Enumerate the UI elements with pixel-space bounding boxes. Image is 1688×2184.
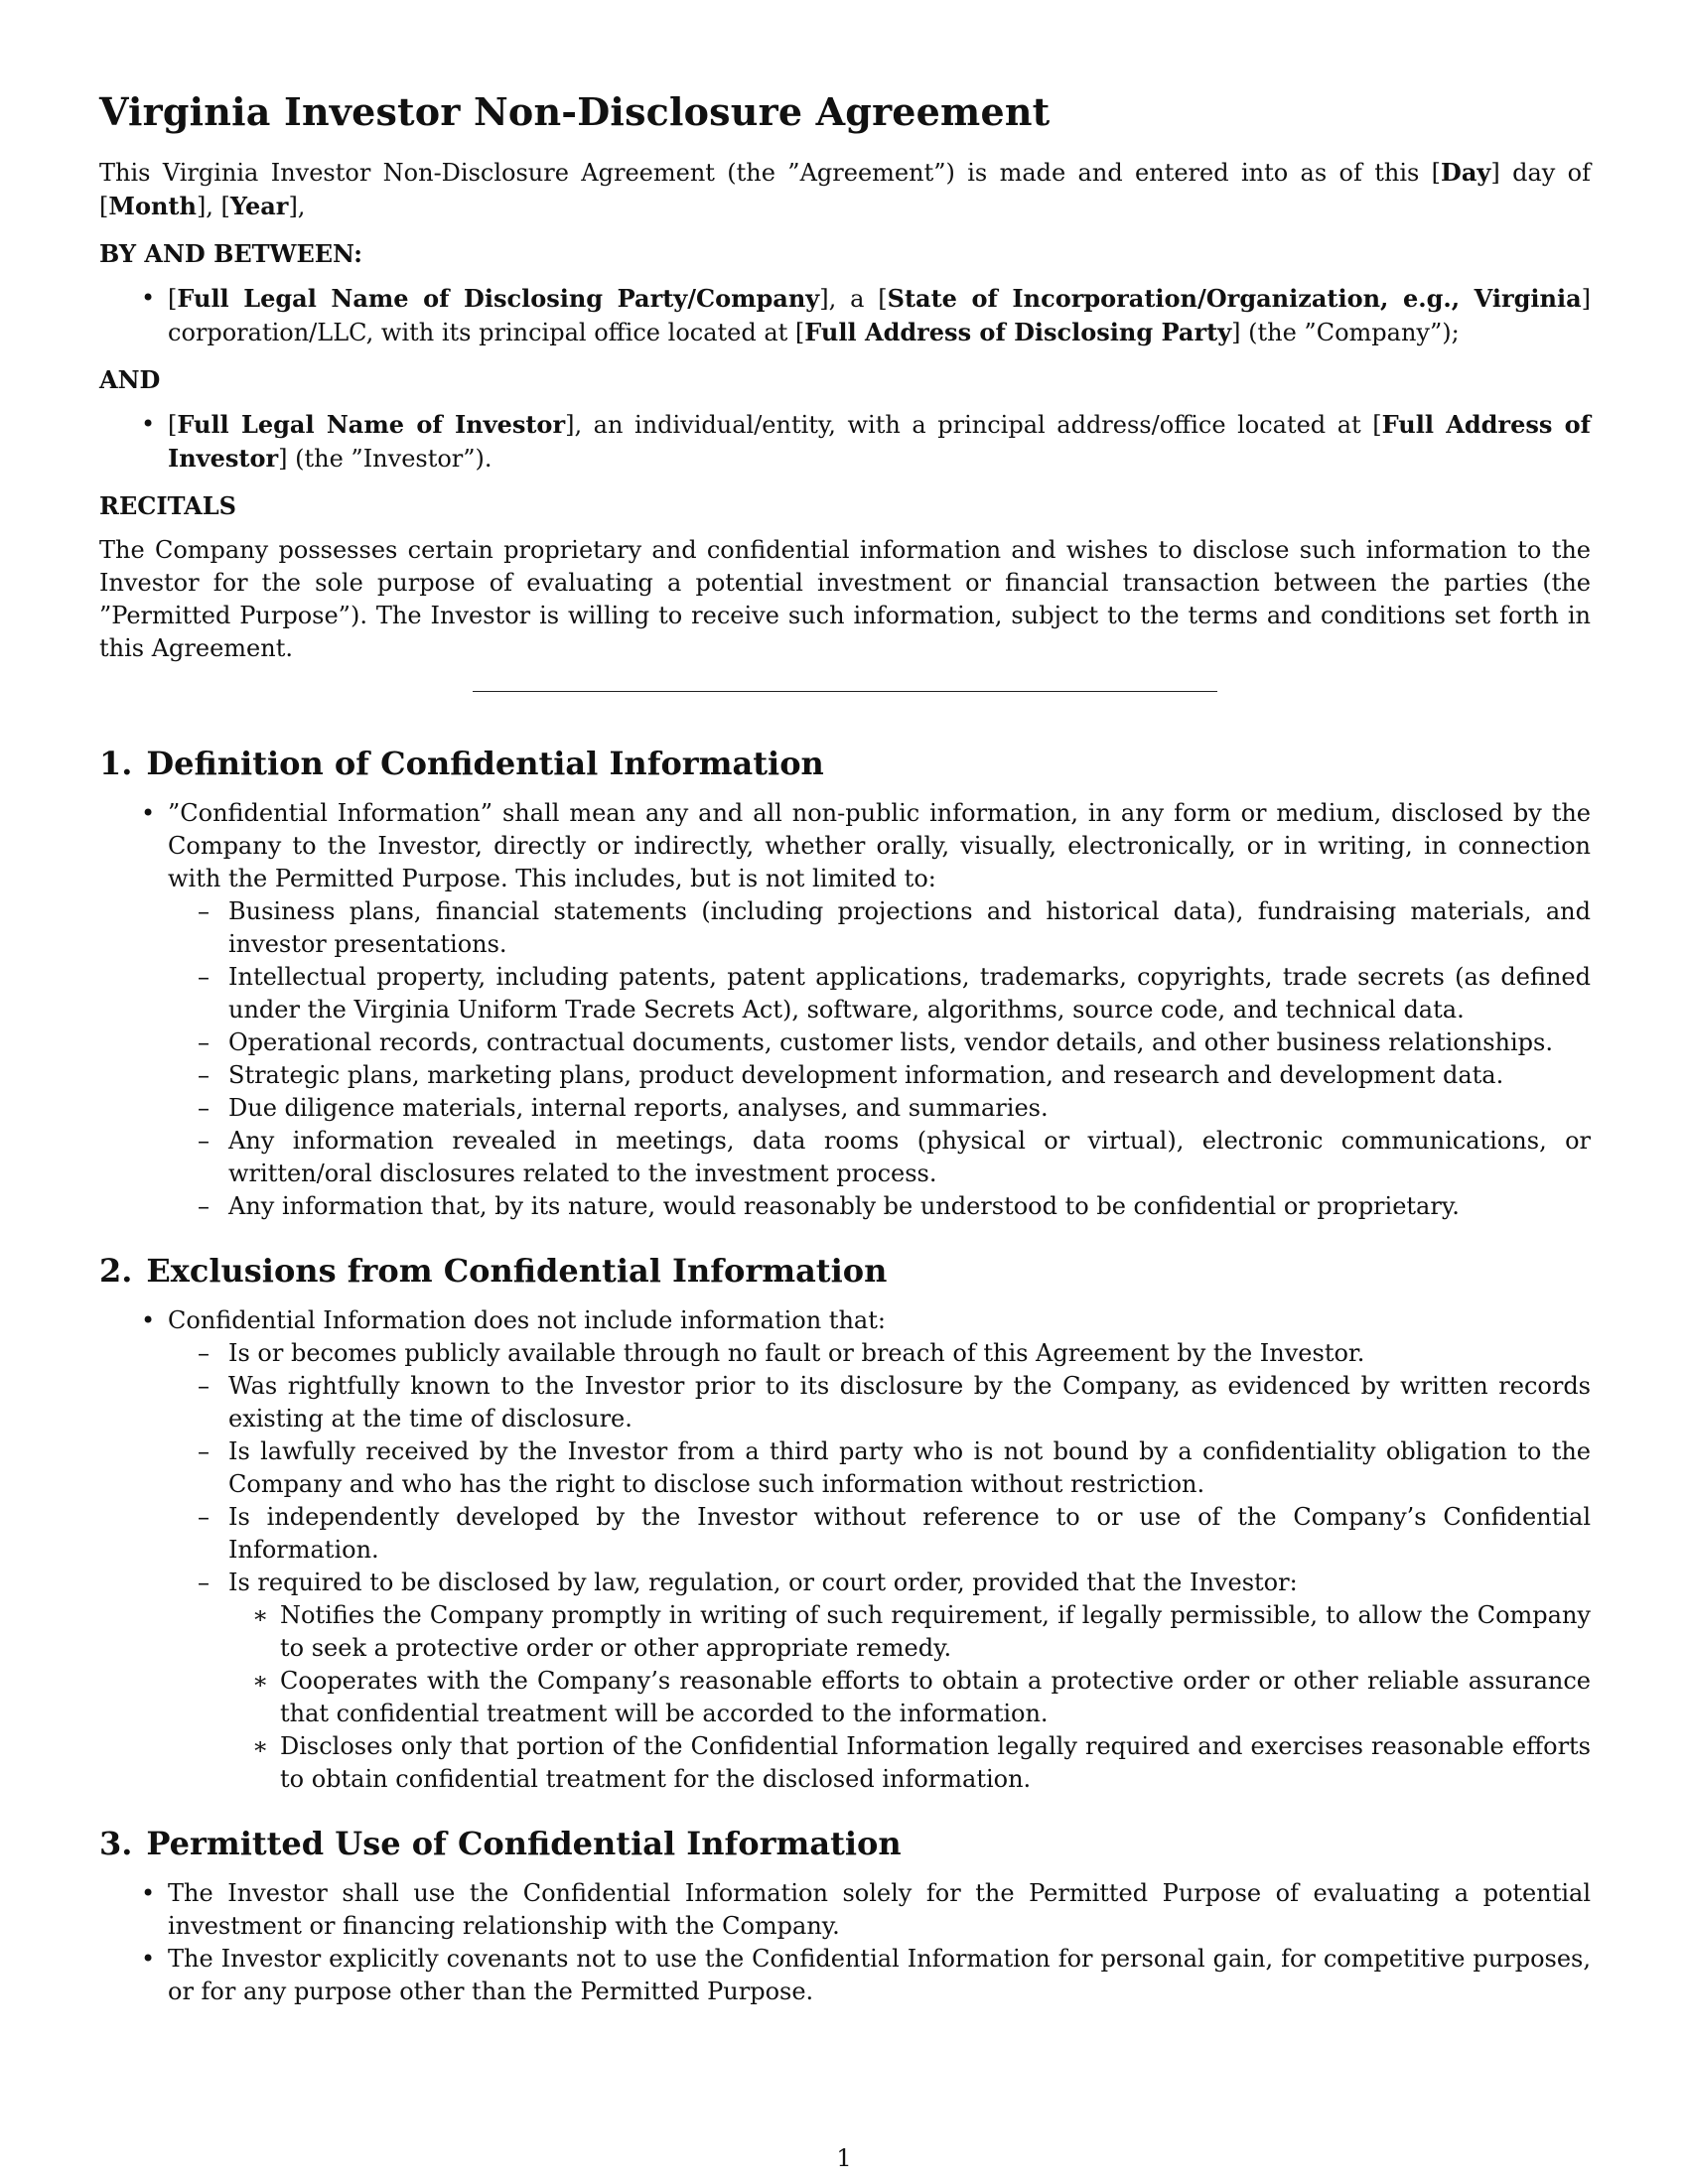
sub-list-item: – Any information that, by its nature, would reasonably be understood to be confidential or proprietary. bbox=[168, 1190, 1591, 1223]
between-label: BY AND BETWEEN: bbox=[99, 239, 362, 268]
sub-list-item: – Any information revealed in meetings, data rooms (physical or virtual), electronic communications, or written/oral disclosures related to the investment process. bbox=[168, 1125, 1591, 1190]
recitals-paragraph: The Company possesses certain proprietary and confidential information and wishes to disclose such information to the Investor for the sole purpose of evaluating a potential investment or financial transaction between the parties (the ”Permitted Purpose”). The Investor is willing to receive such information, subject to the terms and conditions set forth in this Agreement. bbox=[99, 536, 1591, 662]
month-placeholder: Month bbox=[108, 192, 197, 220]
company-party-list bbox=[99, 282, 1591, 349]
sub-list-item: – Business plans, financial statements (including projections and historical data), fundraising materials, and investor presentations. bbox=[168, 895, 1591, 961]
section-2-heading bbox=[99, 1251, 1591, 1291]
section-1-heading bbox=[99, 744, 1591, 783]
list-item: • The Investor explicitly covenants not to use the Confidential Information for personal gain, for competitive purposes, or for any purpose other than the Permitted Purpose. bbox=[99, 1943, 1591, 2008]
section-number: 3. bbox=[99, 1825, 133, 1862]
section-title: Exclusions from Confidential Information bbox=[146, 1252, 888, 1290]
intro-text: This Virginia Investor Non-Disclosure Agreement (the ”Agreement”) is made and entered into as of this [ bbox=[99, 159, 1442, 187]
intro-text: ], [ bbox=[196, 193, 230, 220]
horizontal-divider bbox=[473, 691, 1217, 692]
section-3 bbox=[99, 1824, 1591, 2008]
sub-list-item: – Intellectual property, including patents, patent applications, trademarks, copyrights, trade secrets (as defined under the Virginia Uniform Trade Secrets Act), software, algorithms, source code, and technical data. bbox=[168, 961, 1591, 1026]
sub-sub-list bbox=[228, 1599, 1591, 1796]
sub-list bbox=[168, 895, 1591, 1223]
section-number: 1. bbox=[99, 745, 133, 782]
year-placeholder: Year bbox=[229, 192, 289, 220]
document-title: Virginia Investor Non-Disclosure Agreement bbox=[99, 89, 1051, 134]
sub-list-item: – Due diligence materials, internal reports, analyses, and summaries. bbox=[168, 1092, 1591, 1125]
sub-list-item: – Operational records, contractual documents, customer lists, vendor details, and other business relationships. bbox=[168, 1026, 1591, 1059]
sub-list-item: – Is required to be disclosed by law, regulation, or court order, provided that the Investor: ∗ Notifies the Company promptly in writing of such requirement, if legally permissible, to allow the Company to seek a protective order or other appropriate remedy. ∗ Cooperates with the Company’s reasonable efforts to obtain a protective order or other reliable assurance that confidential treatment will be accorded to the information. ∗ Discloses only that portion of the Confidential Information legally required and exercises reasonable efforts to obtain confidential treatment for the disclosed information. bbox=[168, 1567, 1591, 1796]
company-party-item: • [Full Legal Name of Disclosing Party/Company], a [State of Incorporation/Organization, e.g., Virginia] corporation/LLC, with its principal office located at [Full Address of Disclosing Party] (the ”Company”); bbox=[99, 282, 1591, 349]
company-state-placeholder: State of Incorporation/Organization, e.g., Virginia bbox=[887, 284, 1582, 313]
sub-list-item: – Is independently developed by the Investor without reference to or use of the Company’s Confidential Information. bbox=[168, 1501, 1591, 1567]
sub-list-item: – Strategic plans, marketing plans, product development information, and research and development data. bbox=[168, 1059, 1591, 1092]
sub-sub-list-item: ∗ Discloses only that portion of the Confidential Information legally required and exercises reasonable efforts to obtain confidential treatment for the disclosed information. bbox=[228, 1730, 1591, 1796]
section-3-heading bbox=[99, 1824, 1591, 1863]
section-2 bbox=[99, 1251, 1591, 1796]
investor-address-placeholder: Full Address of Investor bbox=[168, 410, 1591, 473]
sub-sub-list-item: ∗ Notifies the Company promptly in writing of such requirement, if legally permissible, to allow the Company to seek a protective order or other appropriate remedy. bbox=[228, 1599, 1591, 1665]
section-number: 2. bbox=[99, 1252, 133, 1290]
day-placeholder: Day bbox=[1441, 158, 1491, 187]
intro-text: ], bbox=[288, 193, 306, 220]
list-item: • Confidential Information does not include information that: – Is or becomes publicly available through no fault or breach of this Agreement by the Investor. – Was rightfully known to the Investor prior to its disclosure by the Company, as evidenced by written records existing at the time of disclosure. – Is lawfully received by the Investor from a third party who is not bound by a confidentiality obligation to the Company and who has the right to disclose such information without restriction. – Is independently developed by the Investor without reference to or use of the Company’s Confidential Information. – Is required to be disclosed by law, regulation, or court order, provided that the Investor: ∗ Notifies the Company promptly in writing of such requirement, if legally permissible, to allow the Company to seek a protective order or other appropriate remedy. ∗ Cooperates with the Company’s reasonable efforts to obtain a protective order or other reliable assurance that confidential treatment will be accorded to the information. ∗ Discloses only that portion of the Confidential Information legally required and exercises reasonable efforts to obtain confidential treatment for the disclosed information. bbox=[99, 1304, 1591, 1796]
page-number: 1 bbox=[836, 2144, 852, 2172]
section-title: Permitted Use of Confidential Information bbox=[146, 1825, 902, 1862]
section-title: Definition of Confidential Information bbox=[146, 745, 824, 782]
recitals-label: RECITALS bbox=[99, 491, 236, 520]
sub-sub-list-item: ∗ Cooperates with the Company’s reasonable efforts to obtain a protective order or other reliable assurance that confidential treatment will be accorded to the information. bbox=[228, 1665, 1591, 1730]
and-label: AND bbox=[99, 365, 161, 394]
sub-list-item: – Is or becomes publicly available through no fault or breach of this Agreement by the Investor. bbox=[168, 1337, 1591, 1370]
list-item: • ”Confidential Information” shall mean any and all non-public information, in any form or medium, disclosed by the Company to the Investor, directly or indirectly, whether orally, visually, electronically, or in writing, in connection with the Permitted Purpose. This includes, but is not limited to: – Business plans, financial statements (including projections and historical data), fundraising materials, and investor presentations. – Intellectual property, including patents, patent applications, trademarks, copyrights, trade secrets (as defined under the Virginia Uniform Trade Secrets Act), software, algorithms, source code, and technical data. – Operational records, contractual documents, customer lists, vendor details, and other business relationships. – Strategic plans, marketing plans, product development information, and research and development data. – Due diligence materials, internal reports, analyses, and summaries. – Any information revealed in meetings, data rooms (physical or virtual), electronic communications, or written/oral disclosures related to the investment process. – Any information that, by its nature, would reasonably be understood to be confidential or proprietary. bbox=[99, 797, 1591, 1223]
investor-name-placeholder: Full Legal Name of Investor bbox=[177, 410, 566, 439]
intro-paragraph bbox=[99, 156, 1591, 223]
sub-list-item: – Is lawfully received by the Investor from a third party who is not bound by a confidentiality obligation to the Company and who has the right to disclose such information without restriction. bbox=[168, 1435, 1591, 1501]
company-name-placeholder: Full Legal Name of Disclosing Party/Company bbox=[177, 284, 820, 313]
sub-list bbox=[168, 1337, 1591, 1796]
section-1 bbox=[99, 744, 1591, 1223]
company-address-placeholder: Full Address of Disclosing Party bbox=[804, 318, 1232, 346]
investor-party-item: • [Full Legal Name of Investor], an individual/entity, with a principal address/office located at [Full Address of Investor] (the ”Investor”). bbox=[99, 408, 1591, 476]
investor-party-list bbox=[99, 408, 1591, 476]
list-item: • The Investor shall use the Confidential Information solely for the Permitted Purpose of evaluating a potential investment or financing relationship with the Company. bbox=[99, 1877, 1591, 1943]
intro-text: ] day of [ bbox=[99, 159, 1592, 220]
sub-list-item: – Was rightfully known to the Investor prior to its disclosure by the Company, as evidenced by written records existing at the time of disclosure. bbox=[168, 1370, 1591, 1435]
